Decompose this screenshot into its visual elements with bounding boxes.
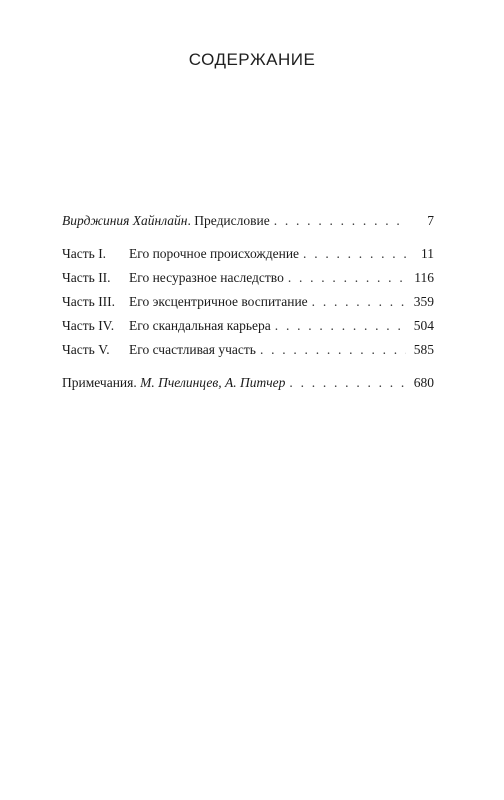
page-number: 504 (413, 318, 434, 333)
dot-leader (275, 316, 406, 336)
toc-entry-part-1 (62, 244, 434, 264)
part-label: Часть III. (62, 294, 116, 309)
part-title: Его скандальная карьера (129, 318, 271, 333)
toc-entry-preface-text (62, 211, 270, 231)
page-number: 680 (413, 375, 434, 390)
part-label: Часть II. (62, 270, 111, 285)
dot-leader (274, 211, 406, 231)
page-title: СОДЕРЖАНИЕ (188, 50, 316, 69)
toc-entry-part-5 (62, 340, 434, 360)
dot-leader (288, 268, 406, 288)
part-label: Часть IV. (62, 318, 115, 333)
part-label: Часть V. (62, 342, 110, 357)
part-title: Его эксцентричное воспитание (129, 294, 308, 309)
part-title: Его порочное происхождение (129, 246, 300, 261)
toc-entry-preface (62, 211, 434, 231)
dot-leader (303, 244, 406, 264)
toc-entry-part-4 (62, 316, 434, 336)
dot-leader (260, 340, 406, 360)
part-title: Его несуразное наследство (129, 270, 284, 285)
page-number: 359 (413, 294, 434, 309)
dot-leader (289, 373, 406, 393)
preface-separator: . (187, 213, 191, 228)
part-title: Его счастливая участь (129, 342, 256, 357)
dot-leader (312, 292, 406, 312)
page-number: 11 (421, 246, 434, 261)
page-number: 7 (427, 213, 434, 228)
part-label: Часть I. (62, 246, 107, 261)
toc-entry-part-2 (62, 268, 434, 288)
preface-title: Предисловие (194, 213, 270, 228)
notes-title: Примечания. (62, 375, 137, 390)
page-number: 116 (414, 270, 434, 285)
toc-entry-part-3 (62, 292, 434, 312)
toc-entry-notes (62, 373, 434, 393)
page-number: 585 (413, 342, 434, 357)
notes-authors: М. Пчелинцев, А. Питчер (140, 375, 286, 390)
toc-entry-notes-text (62, 373, 285, 393)
preface-author: Вирджиния Хайнлайн (62, 213, 188, 228)
